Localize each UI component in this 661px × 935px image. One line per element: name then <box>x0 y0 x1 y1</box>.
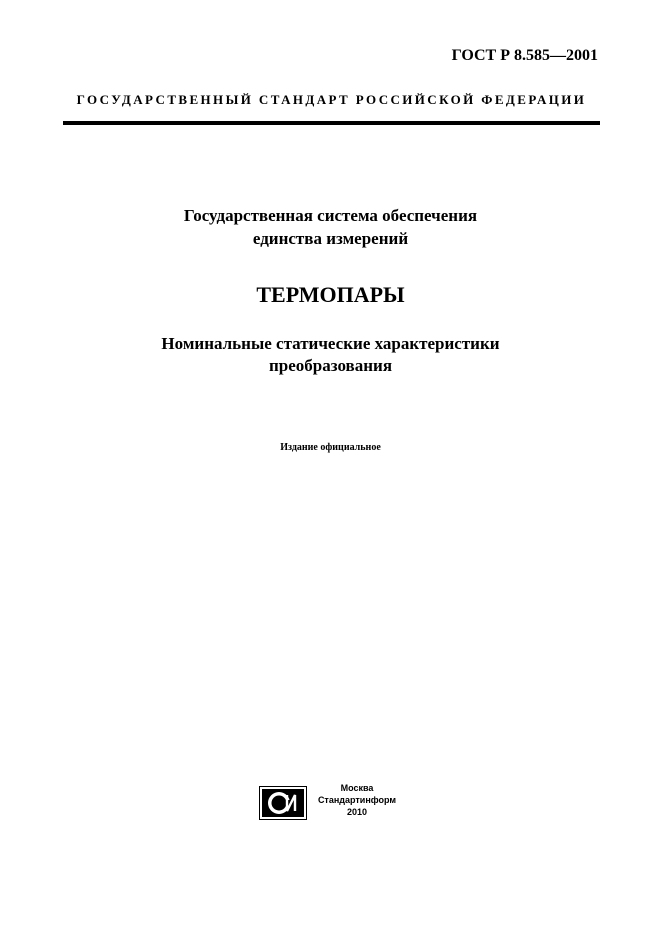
publisher-city: Москва <box>340 783 374 793</box>
system-title-line-1: Государственная система обеспечения <box>183 206 478 225</box>
standard-agency-heading: ГОСУДАРСТВЕННЫЙ СТАНДАРТ РОССИЙСКОЙ ФЕДЕРАЦИИ <box>76 92 587 107</box>
subtitle-line-1: Номинальные статические характеристики <box>161 334 500 353</box>
subtitle-line-2: преобразования <box>268 356 393 375</box>
publisher-info <box>311 782 403 818</box>
document-code: ГОСТ Р 8.585—2001 <box>451 47 598 64</box>
edition-label: Издание официальное <box>280 442 381 453</box>
standartinform-logo-icon <box>259 786 307 820</box>
document-subtitle <box>0 333 661 377</box>
publisher-name: Стандартинформ <box>317 795 397 805</box>
publication-year: 2010 <box>346 807 368 817</box>
system-title <box>0 204 661 250</box>
header-divider <box>63 121 600 125</box>
main-title: ТЕРМОПАРЫ <box>256 282 405 307</box>
system-title-line-2: единства измерений <box>252 229 409 248</box>
